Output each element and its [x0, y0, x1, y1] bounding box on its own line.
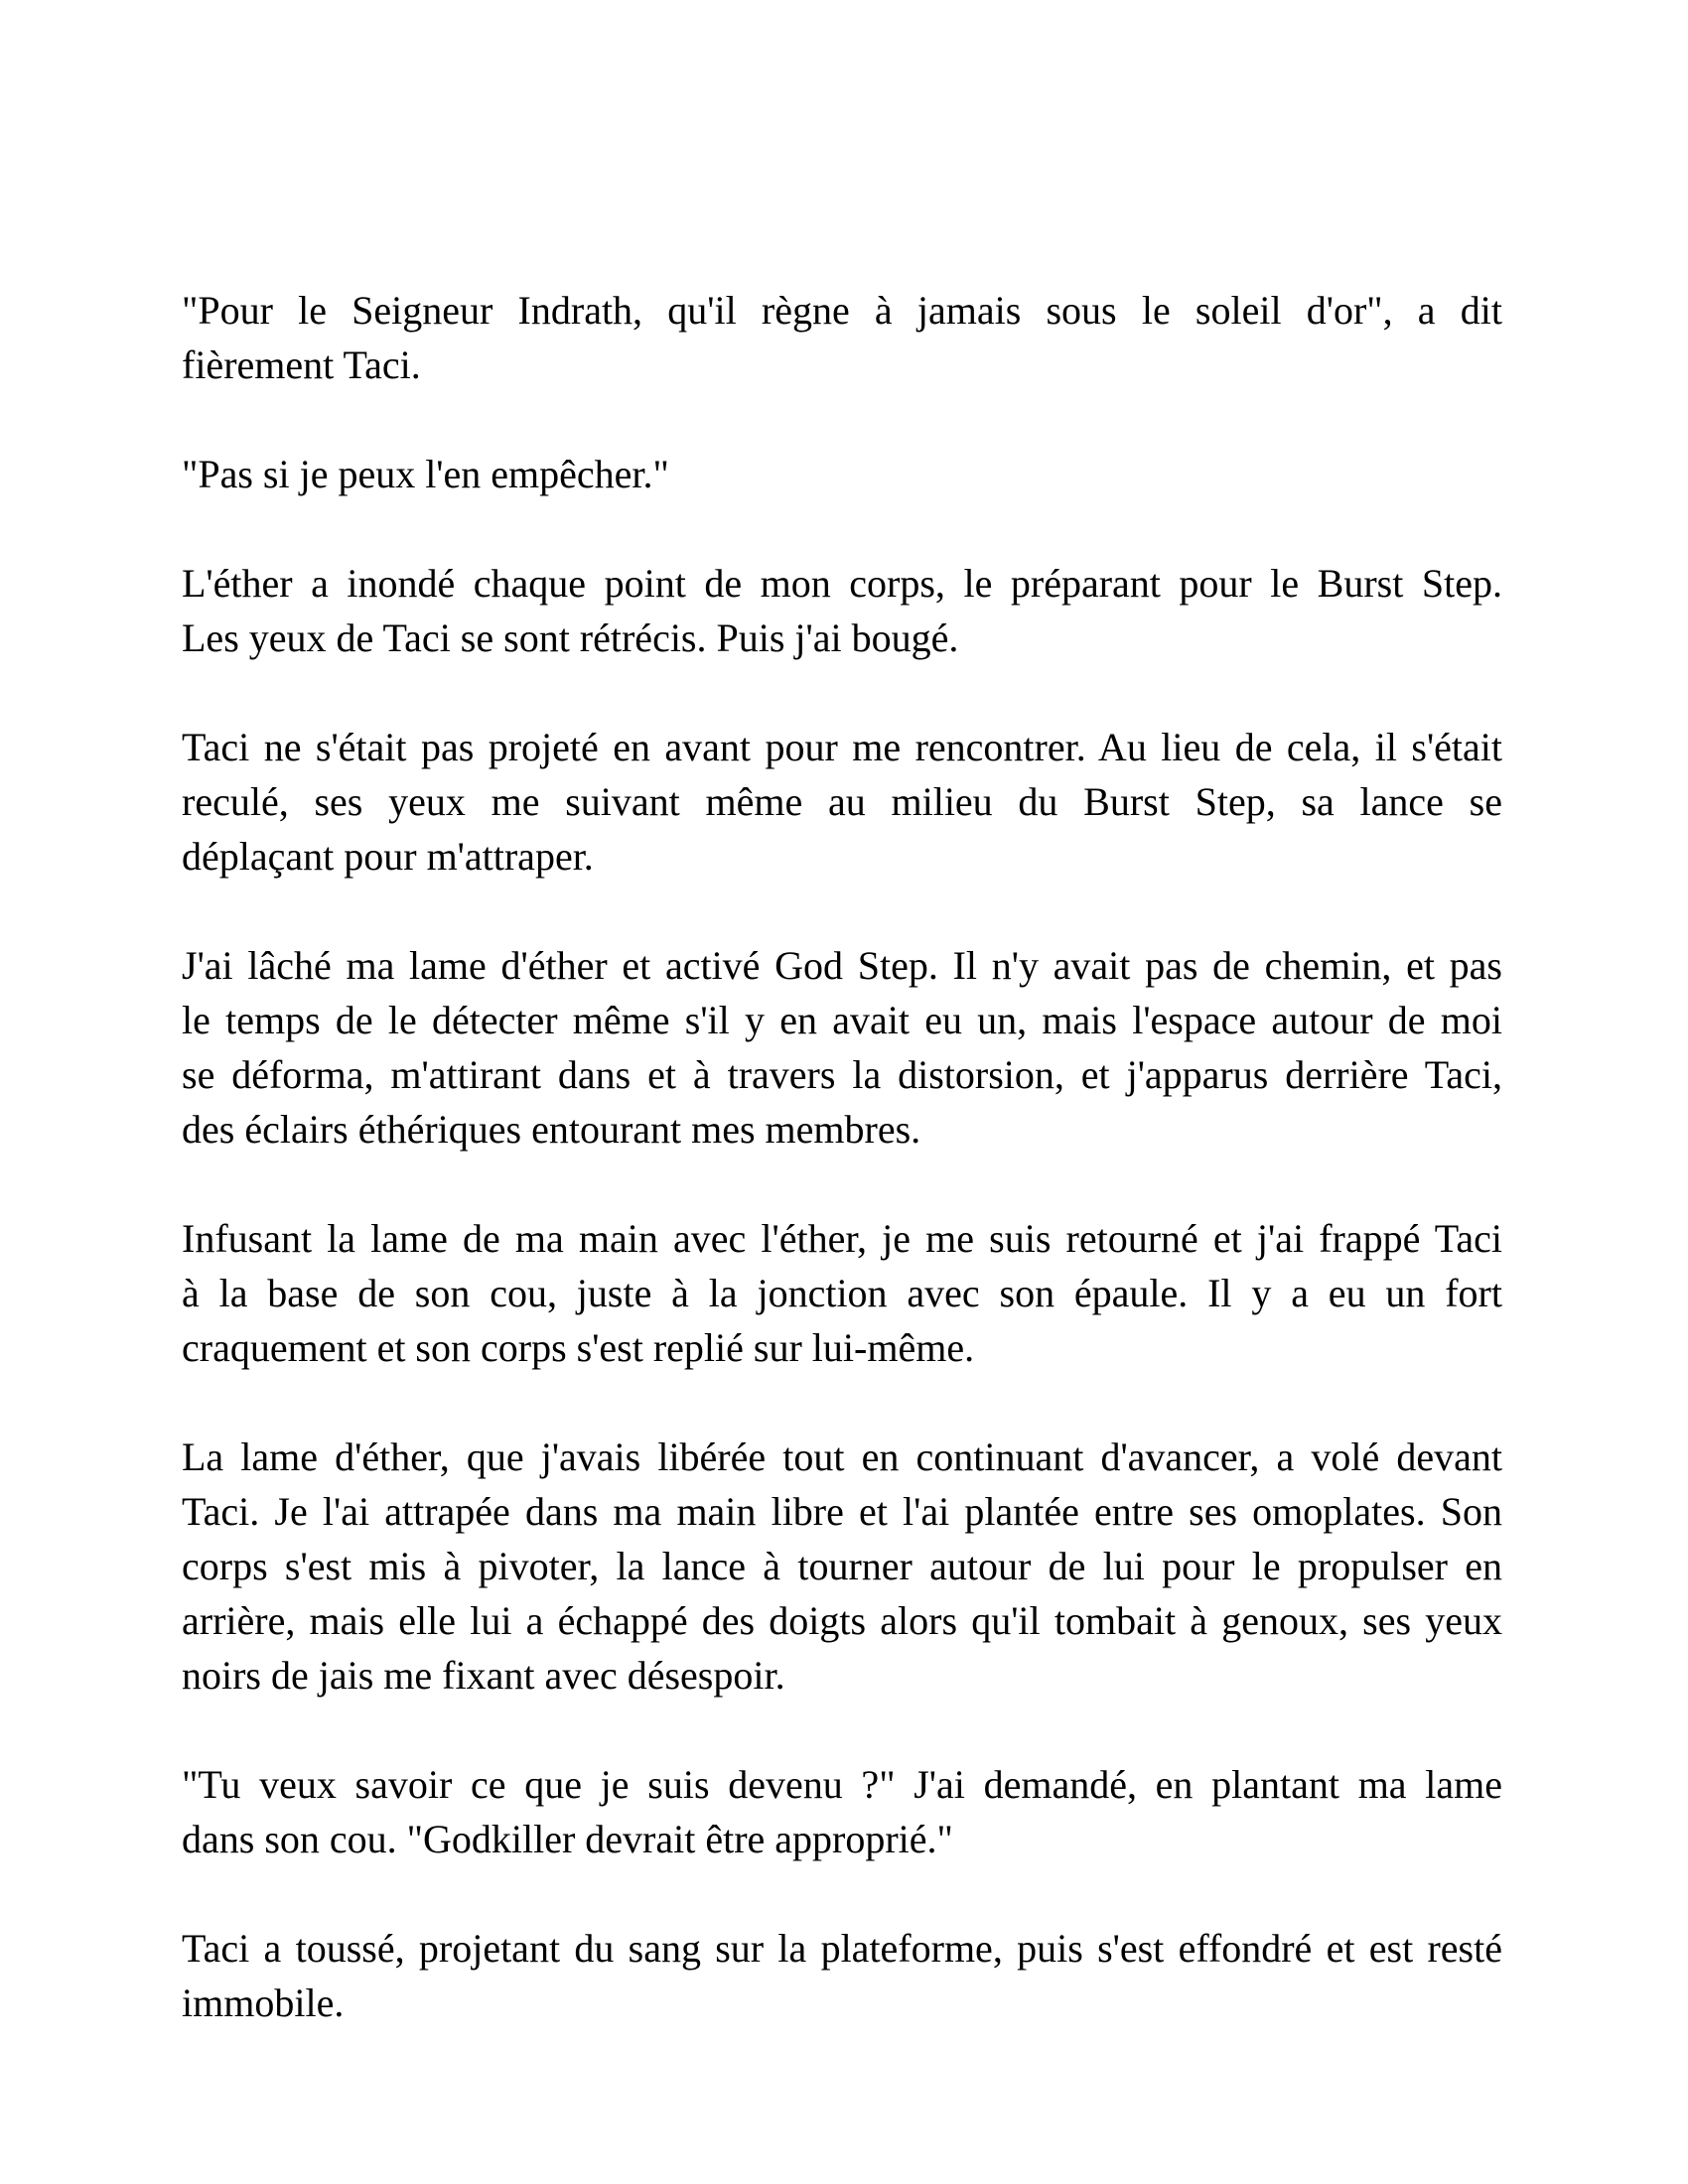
- paragraph: [182, 1211, 1502, 1375]
- text-line: déplaçant pour m'attraper.: [182, 834, 594, 879]
- text-line: dans son cou. "Godkiller devrait être approprié.": [182, 1817, 953, 1861]
- paragraph: [182, 556, 1502, 665]
- text-line: noirs de jais me fixant avec désespoir.: [182, 1653, 785, 1698]
- paragraph: [182, 1430, 1502, 1703]
- text-line: "Tu veux savoir ce que je suis devenu ?" J'ai demandé, en plantant ma lame: [182, 1762, 1502, 1807]
- text-line: fièrement Taci.: [182, 342, 421, 387]
- text-line: Taci. Je l'ai attrapée dans ma main libre et l'ai plantée entre ses omoplates. Son: [182, 1489, 1502, 1534]
- text-line: J'ai lâché ma lame d'éther et activé God Step. Il n'y avait pas de chemin, et pas: [182, 943, 1502, 988]
- text-line: La lame d'éther, que j'avais libérée tout en continuant d'avancer, a volé devant: [182, 1434, 1502, 1479]
- body-text: [182, 283, 1502, 2030]
- text-line: reculé, ses yeux me suivant même au milieu du Burst Step, sa lance se: [182, 779, 1502, 824]
- text-line: arrière, mais elle lui a échappé des doigts alors qu'il tombait à genoux, ses yeux: [182, 1598, 1502, 1643]
- paragraph: [182, 720, 1502, 884]
- text-line: "Pour le Seigneur Indrath, qu'il règne à jamais sous le soleil d'or", a dit: [182, 288, 1502, 333]
- paragraph: [182, 447, 1502, 501]
- paragraph: [182, 1921, 1502, 2030]
- text-line: immobile.: [182, 1980, 345, 2025]
- text-line: craquement et son corps s'est replié sur lui-même.: [182, 1325, 975, 1370]
- paragraph: [182, 1757, 1502, 1866]
- text-line: le temps de le détecter même s'il y en avait eu un, mais l'espace autour de moi: [182, 998, 1502, 1042]
- paragraph: [182, 283, 1502, 392]
- text-line: des éclairs éthériques entourant mes membres.: [182, 1107, 921, 1152]
- text-line: se déforma, m'attirant dans et à travers la distorsion, et j'apparus derrière Taci,: [182, 1052, 1502, 1097]
- text-line: Les yeux de Taci se sont rétrécis. Puis j'ai bougé.: [182, 615, 959, 660]
- text-line: à la base de son cou, juste à la jonction avec son épaule. Il y a eu un fort: [182, 1271, 1502, 1315]
- text-line: L'éther a inondé chaque point de mon corps, le préparant pour le Burst Step.: [182, 561, 1502, 606]
- text-line: Taci a toussé, projetant du sang sur la plateforme, puis s'est effondré et est resté: [182, 1926, 1502, 1971]
- text-line: Infusant la lame de ma main avec l'éther, je me suis retourné et j'ai frappé Taci: [182, 1216, 1502, 1261]
- text-line: corps s'est mis à pivoter, la lance à tourner autour de lui pour le propulser en: [182, 1544, 1502, 1588]
- paragraph: [182, 938, 1502, 1157]
- text-line: "Pas si je peux l'en empêcher.": [182, 452, 669, 496]
- text-line: Taci ne s'était pas projeté en avant pour me rencontrer. Au lieu de cela, il s'était: [182, 725, 1502, 769]
